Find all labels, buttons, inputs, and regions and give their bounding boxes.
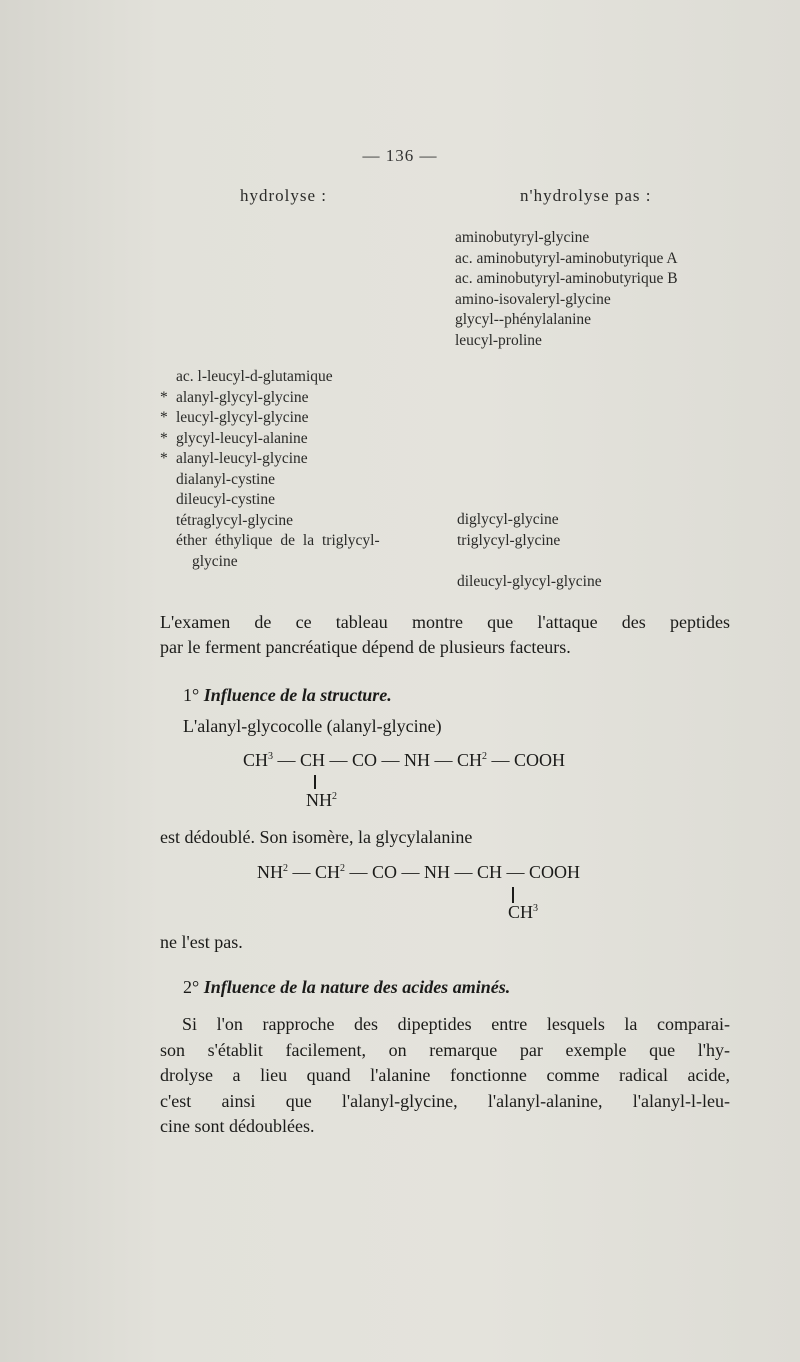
page-number: — 136 — [362,146,438,165]
list-item: dileucyl-glycyl-glycine [457,573,602,590]
list-item [160,449,380,470]
list-item: triglycyl-glycine [457,531,561,549]
list-item-text: leucyl-glycyl-glycine [176,409,309,426]
list-item: aminobutyryl-glycine [455,229,590,246]
list-item: ac. aminobutyryl-aminobutyrique A [455,249,678,267]
formula-text: — CH — CO — NH — CH [273,750,483,770]
formula-alanyl-glycine [243,750,565,771]
list-item [160,408,380,429]
list-item-text: alanyl-leucyl-glycine [176,450,308,467]
text-line: cine sont dédoublées. [160,1116,315,1136]
section-heading-1 [183,683,392,708]
formula-glycylalanine [257,862,580,883]
paragraph-dipeptides [160,1012,730,1140]
formula-subscript: 3 [533,903,539,914]
formula-text: NH [257,862,283,882]
list-item [160,490,380,511]
formula-text: CH [508,902,534,922]
section-title: Influence de la nature des acides aminés. [203,977,511,997]
list-item-text: dialanyl-cystine [176,470,275,488]
text-line: par le ferment pancréatique dépend de plusieurs facteurs. [160,636,571,657]
asterisk-marker: * [160,429,168,447]
list-item: glycyl--phénylalanine [455,311,592,328]
list-item: amino-isovaleryl-glycine [455,290,611,308]
list-item [160,388,380,409]
text-line: c'est ainsi que l'alanyl-glycine, l'alanyl-alanine, l'alanyl-l-leu- [160,1090,730,1111]
bond-line [512,887,514,903]
ne-line: ne l'est pas. [160,932,243,952]
formula-subscript: 2 [283,863,288,874]
formula-text: — CO — NH — CH — COOH [345,862,581,882]
list-item [160,552,380,573]
formula-text: CH [243,750,269,770]
text-line: L'examen de ce tableau montre que l'attaque des peptides [160,612,730,632]
section-number: 2° [183,977,200,997]
list-item-text: glycyl-leucyl-alanine [176,429,308,447]
alanyl-intro: L'alanyl-glycocolle (alanyl-glycine) [183,716,442,736]
header-n-hydrolyse-pas: n'hydrolyse pas : [520,186,652,205]
asterisk-marker: * [160,450,168,467]
text-line: drolyse a lieu quand l'alanine fonctionne comme radical acide, [160,1065,730,1085]
formula-subscript: 3 [268,751,274,762]
list-item-text: ac. l-leucyl-d-glutamique [176,368,333,385]
section-heading-2 [183,975,510,1000]
list-item [160,367,380,388]
list-item [160,531,380,552]
bond-line [314,775,316,789]
list-item [160,429,380,450]
formula-text: — COOH [487,750,566,770]
text-line: son s'établit facilement, on remarque par exemple que l'hy- [160,1039,730,1060]
text-line: Si l'on rapproche des dipeptides entre lesquels la comparai- [182,1014,730,1034]
formula-subscript: 2 [332,791,337,802]
section-number: 1° [183,685,200,705]
formula-nh2-group [306,790,337,811]
not-hydrolysed-list-lower [457,510,560,551]
asterisk-marker: * [160,388,168,406]
section-title: Influence de la structure. [203,685,392,705]
hydrolysed-list [160,367,380,572]
not-hydrolysed-list [455,228,678,351]
paragraph-examen [160,610,730,659]
list-item: diglycyl-glycine [457,511,559,528]
formula-subscript: 2 [482,751,488,762]
formula-subscript: 2 [340,863,346,874]
list-item [160,470,380,491]
list-item: ac. aminobutyryl-aminobutyrique B [455,270,678,287]
list-item-text: dileucyl-cystine [176,491,275,508]
formula-ch3-group [508,902,538,923]
header-hydrolyse: hydrolyse : [240,186,328,205]
isomere-line: est dédoublé. Son isomère, la glycylalanine [160,827,473,847]
formula-text: — CH [288,862,341,882]
asterisk-marker: * [160,409,168,426]
list-item-text: glycine [192,552,238,570]
formula-text: NH [306,790,332,810]
list-item [160,511,380,532]
list-item-text: éther éthylique de la triglycyl- [176,532,380,549]
list-item-text: tétraglycyl-glycine [176,511,294,529]
list-item-text: alanyl-glycyl-glycine [176,388,309,406]
list-item: leucyl-proline [455,331,542,349]
